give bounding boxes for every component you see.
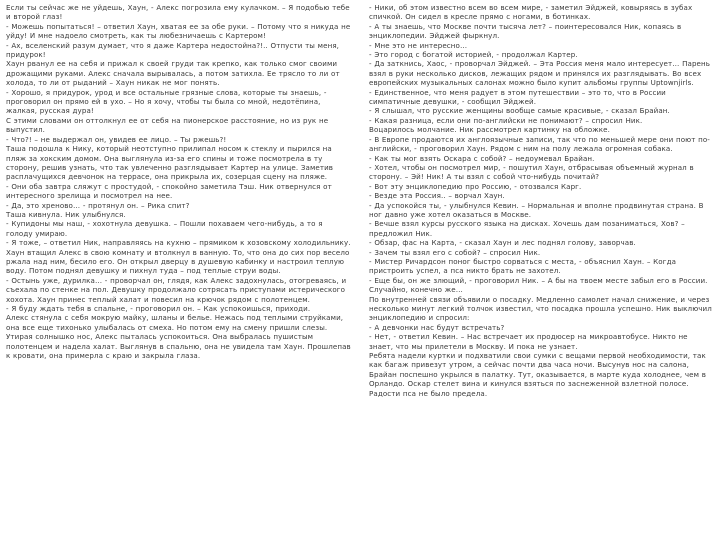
paragraph: - Мне это не интересно… [369,40,468,50]
paragraph: - Да успокойся ты, - улыбнулся Кевин. – Нормальная и вполне продвинутая страна. В ног давно уже хотел оказаться в Москве. [369,200,704,219]
paragraph: Ребята надели куртки и подхватили свои сумки с вещами первой необходимости, так как багаж привезут утром, а сейчас почти два часа ночи. Высунув нос на салона, Брайан поспешно укрылся в палатку. Тут, оказывается, в марте куда холоднее, чем в Орландо. Оскар стелет вина и кинулся взяться по заснеженной взлетной полосе. Радости пса не было предела. [369,351,706,398]
paragraph: Таша кивнула. Ник улыбнулся. [6,209,126,219]
paragraph: - Вечше взял курсы русского языка на дисках. Хочешь дам позаниматься, Хов? – предложил Ник. [369,219,685,238]
paragraph: - Купидоны мы наш, - хохотнула девушка. – Пошли похаваем чего-нибудь, а то я голоду умираю. [6,219,323,238]
paragraph: - Это город с богатой историей, - продолжал Картер. [369,50,578,60]
paragraph: - Остынь уже, дурилка… - проворчал он, глядя, как Алекс задохнулась, отогреваясь, и съехала по стенке на пол. Девушку продолжало сотрясать приступами истерического хохота. Хаун принес теплый халат и повесил на крючок рядом с полотенцем. [6,275,347,304]
right-column [369,3,714,538]
paragraph: - Еще бы, он же злющий, - проговорил Ник. – А бы на твоем месте забыл его в России. Случайно, конечно же… [369,275,708,295]
paragraph: - Ники, об этом известно всем во всем мире, - заметил Эйджей, ковыряясь в зубах спичкой. Он сидел в кресле прямо с ногами, в ботинках. [369,3,693,22]
paragraph: Воцарилось молчание. Ник рассмотрел картинку на обложке. [369,125,610,135]
paragraph: - Что?! – не выдержал он, увидев ее лицо. – Ты ржешь?! [6,134,227,144]
paragraph: - Мистер Ричардсон поног быстро сорваться с места, - объяснил Хаун. – Когда пристроить успел, а пса никто брать не захотел. [369,256,677,276]
paragraph: - Я буду ждать тебя в спальне, - проговорил он. – Как успокоишься, приходи. [6,304,311,313]
paragraph: Хаун рванул ее на себя и прижал к своей груди так крепко, как только смог своими дрожащими руками. Алекс сначала вырывалась, а потом затихла. Ее трясло то ли от холода, то ли от рыданий – Хаун никак не мог понять. [6,59,340,88]
paragraph: - Я слышал, что русские женщины вообще самые красивые, - сказал Брайан. [369,106,670,116]
paragraph: С этими словами он оттолкнул ее от себя на пионерское расстояние, но из рук не выпустил. [6,115,329,135]
paragraph: - Вот эту энциклопедию про Россию, - отозвался Карг. [369,181,582,191]
paragraph: Хаун втащил Алекс в свою комнату и втолкнул в ванную. То, что она до сих пор весело ржала над ним, бесило его. Он открыл дверцу в душевую кабинку и настроил теплую воду. Потом поднял девушку и пихнул туда – под теплые струи воды. [6,247,350,276]
paragraph: - Единственное, что меня радует в этом путешествии – это то, что в России симпатичные девушки, - сообщил Эйджей. [369,87,666,107]
paragraph: - Как ты мог взять Оскара с собой? – недоумевал Брайан. [369,153,595,163]
paragraph: - Какая разница, если они по-английски не понимают? – спросил Ник. [369,115,643,125]
paragraph: - Ах, вселенский разум думает, что я даже Картера недостойна?!.. Отпусти ты меня, придурок! [6,40,340,60]
paragraph: - Можешь попытаться! – ответил Хаун, хватая ее за обе руки. – Потому что я никуда не уйду! И мне надоело смотреть, как ты любезничаешь с Картером! [6,21,351,41]
paragraph: - Зачем ты взял его с собой? – спросил Ник. [369,247,541,257]
paragraph: - Да заткнись, Хаос, - проворчал Эйджей. – Эта Россия меня мало интересует… Парень взял в руки несколько дисков, лежащих рядом и принялся их разглядывать. Во всех европейских музыкальных салонах можно было купит альбомы группы Uptownjirls. [369,59,711,88]
paragraph: - Они оба завтра сляжут с простудой, - спокойно заметила Тэш. Ник отвернулся от интересного зрелища и посмотрел на нее. [6,181,332,201]
paragraph: - Я тоже, – ответил Ник, направляясь на кухню – прямиком к хозовскому холодильнику. [6,238,351,248]
paragraph: - Нет, - ответил Кевин. – Нас встречает их продюсер на микроавтобусе. Никто не знает, что мы прилетели в Москву. И пока не узнает. [369,332,688,351]
paragraph: Алекс стянула с себя мокрую майку, шланы и белье. Нежась под теплыми струйками, она все еще тихонько улыбалась от смеха. Но потом ему на смену пришли слезы. Утирая солнышко нос, Алекс пыталась успокоиться. Она выбралась пушистым полотенцем и надела халат. Выглянув в спальню, она не увидела там Хаун. Прошлепав к кровати, она примерла с краю и закрыла глаза. [6,313,351,361]
paragraph: Таша подошла к Нику, который неотступно прилипал носом к стеклу и пырился на пляж за хокским домом. Она выглянула из-за его спины и тоже посмотрела в ту сторону, решив узнать, что так увлеченно разглядывает Картер на улице. Заметив расплачущихся девчонок на террасе, она прикрыла их, созерцая сцену на пляже. [6,144,334,182]
paragraph: - Хотел, чтобы он посмотрел мир, - пошутил Хаун, отбрасывая объемный журнал в сторону. – Эй! Ник! А ты взял с собой что-нибудь почитай? [369,162,694,182]
paragraph: - Да, это хреново… - протянул он. – Рика спит? [6,200,190,210]
paragraph: - Везде эта Россия.. – ворчал Хаун. [369,191,505,201]
left-column [6,3,351,538]
paragraph: По внутренней связи объявили о посадку. Медленно самолет начал снижение, и через несколько минут легкий толчок известил, что посадка прошла успешно. Ник выключил энциклопедию и спросил: [369,294,712,323]
paragraph: - А ты знаешь, что Москве почти тысяча лет? – поинтересовался Ник, копаясь в энциклопедии. Эйджей фыркнул. [369,21,682,41]
paragraph: - А девчонки нас будут встречать? [369,322,505,332]
paragraph: - В Европе продаются их англоязычные записи, так что по меньшей мере они поют по-английски, - проговорил Хаун. Рядом с ним на полу лежала огромная собака. [369,134,710,154]
paragraph: - Хорошо, я придурок, урод и все остальные грязные слова, которые ты знаешь, - проговорил он прямо ей в ухо. – Но я хочу, чтобы ты была со мной, недотёпина, жалкая, русская дура! [6,87,327,116]
paragraph: Если ты сейчас же не уйдешь, Хаун, - Алекс погрозила ему кулачком. – Я подобью тебе и второй глаз! [6,3,350,22]
paragraph: - Обзар, фас на Карта, - сказал Хаун и лес поднял голову, заворчав. [369,238,636,248]
